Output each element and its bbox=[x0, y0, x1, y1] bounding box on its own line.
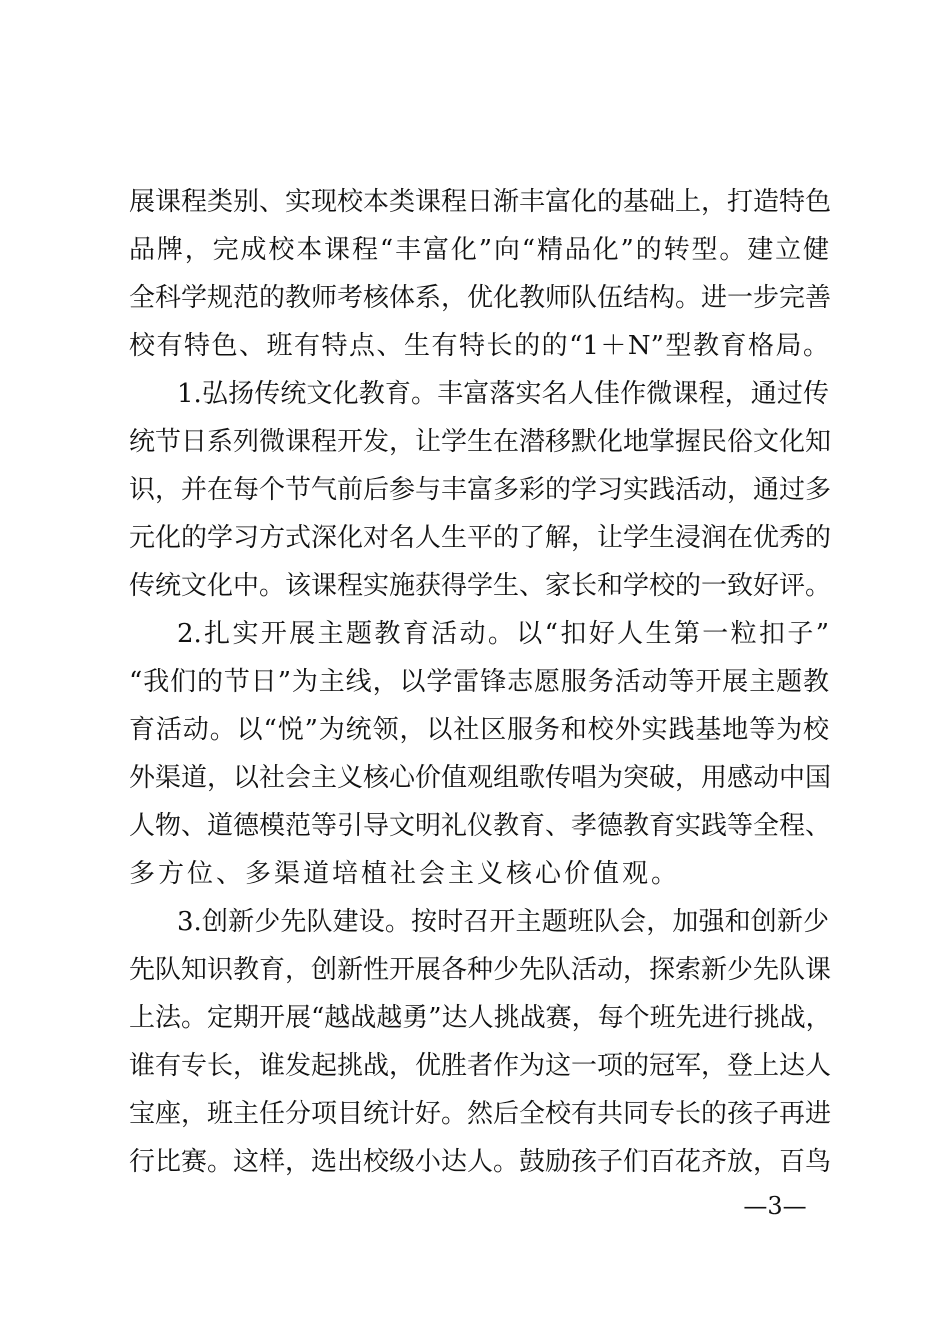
body-line: 行比赛。这样，选出校级小达人。鼓励孩子们百花齐放，百鸟 bbox=[129, 1147, 832, 1177]
body-line: 上法。定期开展“越战越勇”达人挑战赛，每个班先进行挑战， bbox=[129, 1003, 832, 1033]
body-line: 全科学规范的教师考核体系，优化教师队伍结构。进一步完善 bbox=[129, 283, 832, 313]
body-line: 校有特色、班有特点、生有特长的的“1＋N”型教育格局。 bbox=[129, 331, 829, 361]
body-line: 先队知识教育，创新性开展各种少先队活动，探索新少先队课 bbox=[129, 955, 832, 985]
page-number: —3— bbox=[743, 1192, 807, 1220]
body-line: 统节日系列微课程开发，让学生在潜移默化地掌握民俗文化知 bbox=[129, 427, 832, 457]
paragraph-2-heading-line: 2.扎实开展主题教育活动。以“扣好人生第一粒扣子” bbox=[177, 619, 829, 649]
body-line: 宝座，班主任分项目统计好。然后全校有共同专长的孩子再进 bbox=[129, 1099, 832, 1129]
body-line: “我们的节日”为主线，以学雷锋志愿服务活动等开展主题教 bbox=[129, 667, 829, 697]
body-line: 传统文化中。该课程实施获得学生、家长和学校的一致好评。 bbox=[129, 571, 832, 601]
body-line: 育活动。以“悦”为统领，以社区服务和校外实践基地等为校 bbox=[129, 715, 829, 745]
paragraph-1-heading-line: 1.弘扬传统文化教育。丰富落实名人佳作微课程，通过传 bbox=[177, 379, 829, 409]
body-line: 元化的学习方式深化对名人生平的了解，让学生浸润在优秀的 bbox=[129, 523, 832, 553]
body-line: 谁有专长，谁发起挑战，优胜者作为这一项的冠军，登上达人 bbox=[129, 1051, 832, 1081]
body-line: 人物、道德模范等引导文明礼仪教育、孝德教育实践等全程、 bbox=[129, 811, 832, 841]
body-line: 展课程类别、实现校本类课程日渐丰富化的基础上，打造特色 bbox=[129, 187, 832, 217]
body-line: 外渠道，以社会主义核心价值观组歌传唱为突破，用感动中国 bbox=[129, 763, 832, 793]
body-line: 品牌，完成校本课程“丰富化”向“精品化”的转型。建立健 bbox=[129, 235, 829, 265]
paragraph-3-heading-line: 3.创新少先队建设。按时召开主题班队会，加强和创新少 bbox=[177, 907, 829, 937]
body-line: 多方位、多渠道培植社会主义核心价值观。 bbox=[129, 859, 681, 889]
body-line: 识，并在每个节气前后参与丰富多彩的学习实践活动，通过多 bbox=[129, 475, 832, 505]
